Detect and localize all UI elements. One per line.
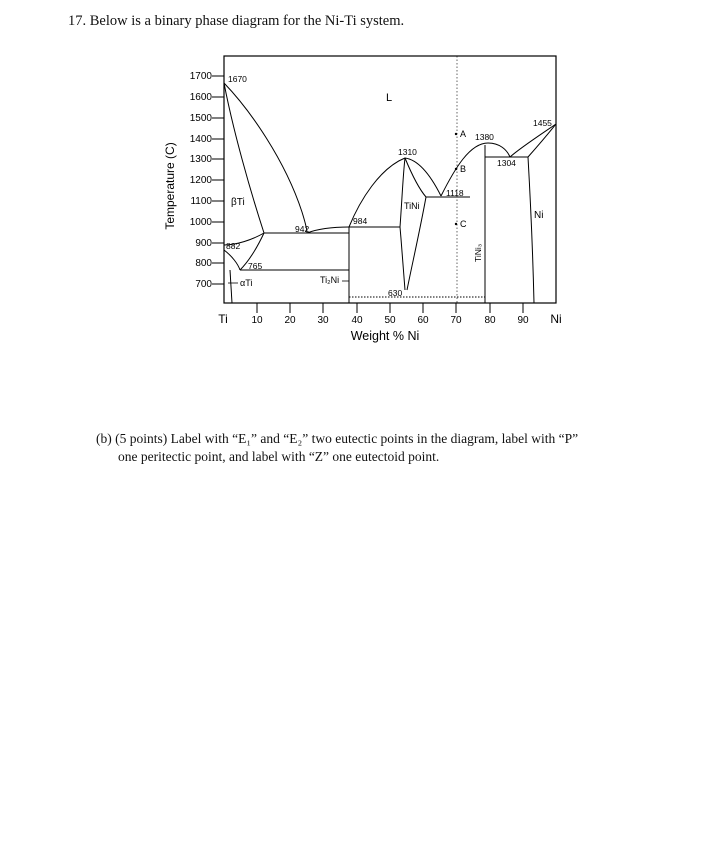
point-a-marker bbox=[455, 133, 457, 135]
temp-label-942: 942 bbox=[295, 224, 310, 234]
part-b-line-1: (b) (5 points) Label with “E₁” and “E₂” two eutectic points in the diagram, label with “P” bbox=[96, 431, 579, 446]
tini-left-solidus bbox=[400, 158, 405, 227]
ti-liquidus-line bbox=[224, 83, 310, 234]
y-tick-label: 1700 bbox=[189, 71, 212, 82]
liquidus-to-peritectic bbox=[307, 227, 349, 233]
phase-label-ti2ni: Ti₂Ni bbox=[320, 275, 340, 285]
phase-label-tini: TiNi bbox=[404, 201, 420, 211]
phase-label-tini3: TiNi₃ bbox=[473, 243, 483, 262]
x-tick-label: 40 bbox=[351, 315, 363, 326]
temp-label-984: 984 bbox=[353, 216, 368, 226]
tini-left-solvus bbox=[400, 227, 405, 290]
point-a-label: A bbox=[460, 129, 467, 139]
phase-labels bbox=[231, 92, 543, 288]
point-c-label: C bbox=[460, 219, 467, 229]
y-tick-label: 1100 bbox=[190, 196, 212, 207]
part-b-line-2: one peritectic point, and label with “Z” one eutectoid point. bbox=[118, 449, 440, 464]
y-axis-ticks bbox=[190, 71, 224, 290]
y-tick-label: 1000 bbox=[189, 217, 212, 228]
temperature-labels bbox=[226, 74, 552, 298]
temp-label-765: 765 bbox=[248, 261, 263, 271]
ni-solvus-line bbox=[528, 157, 534, 303]
point-c-marker bbox=[455, 223, 457, 225]
y-tick-label: 1400 bbox=[189, 134, 212, 145]
temp-label-1455: 1455 bbox=[533, 118, 552, 128]
x-tick-label: Ni bbox=[550, 312, 562, 326]
x-axis-label: Weight % Ni bbox=[350, 329, 420, 343]
temp-label-1670: 1670 bbox=[228, 74, 247, 84]
temp-label-630: 630 bbox=[388, 288, 403, 298]
y-axis-label: Temperature (C) bbox=[163, 142, 177, 230]
x-tick-label: 20 bbox=[284, 315, 296, 326]
x-tick-label: 30 bbox=[317, 315, 329, 326]
temp-label-882: 882 bbox=[226, 241, 241, 251]
x-tick-label: 80 bbox=[484, 315, 496, 326]
tini-right-solidus bbox=[405, 158, 426, 197]
x-tick-label: Ti bbox=[218, 312, 228, 326]
phase-label-alpha-ti: αTi bbox=[240, 278, 253, 288]
y-tick-label: 1200 bbox=[189, 175, 212, 186]
x-tick-label: 60 bbox=[417, 315, 429, 326]
point-b-marker bbox=[455, 168, 457, 170]
y-tick-label: 1300 bbox=[189, 154, 212, 165]
x-tick-label: 10 bbox=[251, 315, 263, 326]
phase-boundaries bbox=[224, 83, 556, 303]
x-tick-label: 50 bbox=[384, 315, 396, 326]
phase-label-liquid: L bbox=[386, 92, 393, 104]
temp-label-1118: 1118 bbox=[446, 188, 464, 198]
y-tick-label: 800 bbox=[195, 258, 212, 269]
y-tick-label: 1600 bbox=[189, 92, 212, 103]
phase-label-ni: Ni bbox=[534, 210, 544, 221]
question-part-b bbox=[96, 430, 656, 466]
phase-label-beta-ti: βTi bbox=[231, 197, 245, 208]
temp-label-1380: 1380 bbox=[475, 132, 494, 142]
x-tick-label: 90 bbox=[517, 315, 529, 326]
y-tick-label: 900 bbox=[195, 238, 212, 249]
beta-alpha-boundary bbox=[224, 250, 240, 270]
y-tick-label: 1500 bbox=[189, 113, 212, 124]
marked-points bbox=[455, 129, 467, 229]
temp-label-1304: 1304 bbox=[497, 158, 516, 168]
question-title: 17. Below is a binary phase diagram for the Ni-Ti system. bbox=[68, 13, 405, 29]
x-tick-label: 70 bbox=[450, 315, 462, 326]
x-axis-ticks bbox=[218, 303, 561, 326]
alpha-solvus-line bbox=[230, 270, 232, 303]
temp-label-1310: 1310 bbox=[398, 147, 417, 157]
point-b-label: B bbox=[460, 164, 467, 174]
y-tick-label: 700 bbox=[195, 279, 212, 290]
